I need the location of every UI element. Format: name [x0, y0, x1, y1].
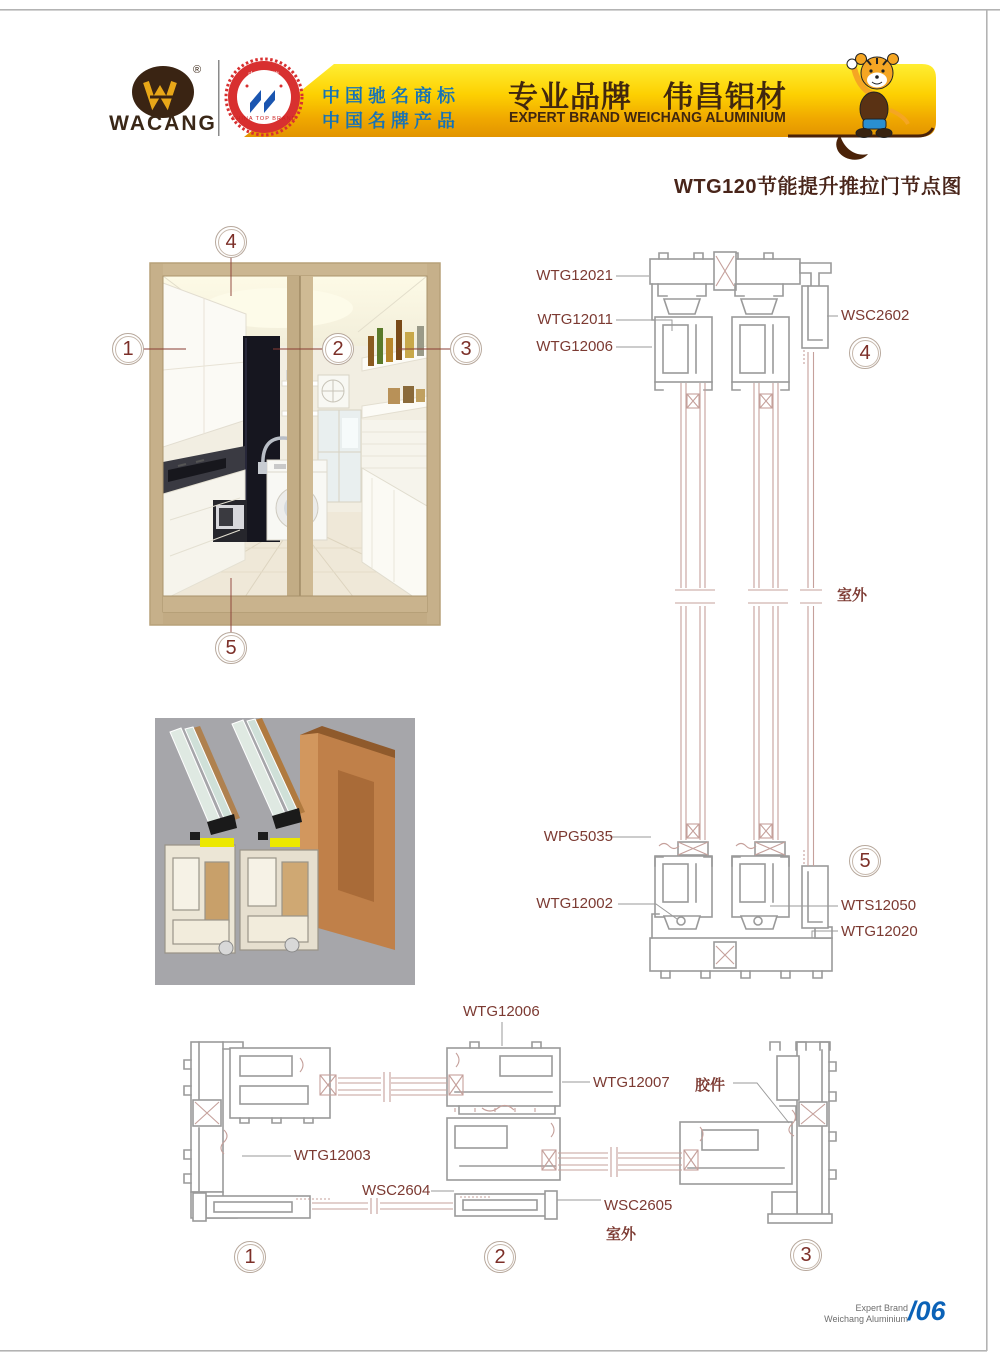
- label-wsc2602: WSC2602: [841, 307, 910, 324]
- label-wtg12020: WTG12020: [841, 923, 918, 940]
- wacang-logo-icon: [132, 66, 194, 118]
- label-wsc2605: WSC2605: [604, 1197, 673, 1214]
- horizontal-section-drawing: [184, 1042, 836, 1223]
- label-wtg12006-v: WTG12006: [536, 338, 613, 355]
- kitchen-photo: [150, 263, 440, 625]
- label-wsc2604: WSC2604: [362, 1182, 431, 1199]
- label-wtg12011: WTG12011: [537, 311, 613, 328]
- label-wtg12007: WTG12007: [593, 1074, 670, 1091]
- vertical-section-drawing: [650, 252, 832, 978]
- banner-cn-line1: 中国驰名商标: [322, 86, 460, 106]
- profile-3d-render: [155, 718, 415, 985]
- label-outside-v: 室外: [837, 587, 868, 604]
- callout-number: 4: [225, 230, 237, 253]
- footer-line2: Weichang Aluminium: [824, 1314, 908, 1324]
- photo-callout-5: [215, 632, 247, 664]
- callout-number: 3: [800, 1243, 812, 1266]
- callout-number: 1: [244, 1245, 256, 1268]
- page-title: WTG120节能提升推拉门节点图: [673, 176, 962, 198]
- registered-mark: ®: [193, 64, 202, 76]
- photo-callout-1: [112, 333, 144, 365]
- medal-top-text: 中国名牌: [248, 72, 280, 79]
- section-callout-5: [849, 845, 881, 877]
- banner-brand-en: EXPERT BRAND WEICHANG ALUMINIUM: [509, 110, 786, 126]
- label-wts12050: WTS12050: [841, 897, 917, 914]
- label-wtg12003: WTG12003: [294, 1147, 371, 1164]
- callout-number: 5: [859, 849, 871, 872]
- label-wtg12002: WTG12002: [536, 895, 613, 912]
- banner-cn-line2: 中国名牌产品: [322, 111, 460, 131]
- label-wpg5035: WPG5035: [543, 828, 613, 845]
- plan-callout-1: [234, 1241, 266, 1273]
- callout-number: 2: [494, 1245, 506, 1268]
- footer-line1: Expert Brand: [855, 1303, 908, 1313]
- label-wtg12021: WTG12021: [536, 267, 613, 284]
- label-wtg12006-h: WTG12006: [463, 1003, 540, 1020]
- callout-number: 5: [225, 636, 237, 659]
- page-number: /06: [908, 1296, 946, 1326]
- plan-callout-2: [484, 1241, 516, 1273]
- callout-number: 4: [859, 341, 871, 364]
- photo-callout-4: [215, 226, 247, 258]
- label-outside-h: 室外: [606, 1226, 637, 1243]
- medal-ring-text: CHINA TOP BRAND: [231, 116, 297, 122]
- photo-callout-3: [450, 333, 482, 365]
- photo-callout-2: [322, 333, 354, 365]
- plan-callout-3: [790, 1239, 822, 1271]
- header-divider: [218, 60, 220, 136]
- callout-number: 3: [460, 337, 472, 360]
- footer-brand-text: [824, 1303, 908, 1325]
- callout-number: 2: [332, 337, 344, 360]
- logo-wordmark: WACANG: [109, 112, 217, 135]
- label-glue-part: 胶件: [695, 1077, 726, 1094]
- callout-number: 1: [122, 337, 134, 360]
- section-callout-4: [849, 337, 881, 369]
- banner-brand-cn: 专业品牌 伟昌铝材: [508, 81, 787, 114]
